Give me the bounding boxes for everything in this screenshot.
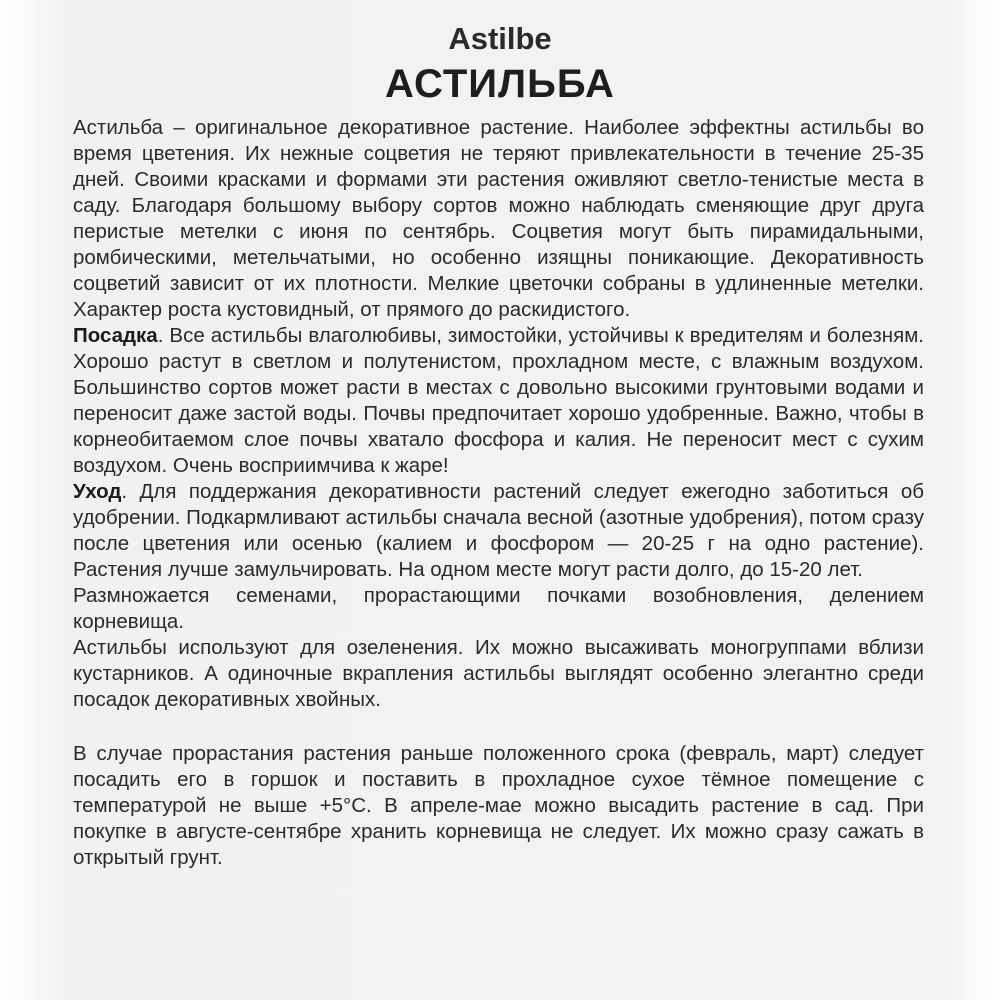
care-paragraph <box>73 479 924 583</box>
planting-text: . Все астильбы влаголюбивы, зимостойки, устойчивы к вредителям и болезням. Хорошо растут в светлом и полутенистом, прохладном месте, с влажным воздухом. Большинство сортов может расти в местах с довольно высокими грунтовыми водами и переносит даже застой воды. Почвы предпочитает хорошо удобренные. Важно, чтобы в корнеобитаемом слое почвы хватало фосфора и калия. Не переносит мест с сухим воздухом. Очень восприимчива к жаре! <box>73 324 924 477</box>
title-cyrillic: АСТИЛЬБА <box>385 62 615 106</box>
planting-heading: Посадка <box>73 324 158 347</box>
title-latin: Astilbe <box>448 21 552 56</box>
left-paper-edge <box>0 0 58 1000</box>
storage-note-paragraph: В случае прорастания растения раньше положенного срока (февраль, март) следует посадить его в горшок и поставить в прохладное сухое тёмное помещение с температурой не выше +5°С. В апреле-мае можно высадить растение в сад. При покупке в августе-сентябре хранить корневища не следует. Их можно сразу сажать в открытый грунт. <box>73 742 924 869</box>
propagation-paragraph: Размножается семенами, прорастающими почками возобновления, делением корневища. <box>73 584 924 633</box>
planting-paragraph <box>73 323 924 479</box>
right-paper-edge <box>945 0 1000 1000</box>
usage-paragraph: Астильбы используют для озеленения. Их можно высаживать моногруппами вблизи кустарников. А одиночные вкрапления астильбы выглядят особенно элегантно среди посадок декоративных хвойных. <box>73 636 924 711</box>
care-text: . Для поддержания декоративности растений следует ежегодно заботиться об удобрении. Подкармливают астильбы сначала весной (азотные удобрения), потом сразу после цветения или осенью (калием и фосфором — 20-25 г на одно растение). Растения лучше замульчировать. На одном месте могут расти долго, до 15-20 лет. <box>73 480 924 581</box>
care-heading: Уход <box>73 480 122 503</box>
description-body <box>73 115 924 871</box>
intro-paragraph: Астильба – оригинальное декоративное растение. Наиболее эффектны астильбы во время цветения. Их нежные соцветия не теряют привлекательности в течение 25-35 дней. Своими красками и формами эти растения оживляют светло-тенистые места в саду. Благодаря большому выбору сортов можно наблюдать сменяющие друг друга перистые метелки с июня по сентябрь. Соцветия могут быть пирамидальными, ромбическими, метельчатыми, но особенно изящны поникающие. Декоративность соцветий зависит от их плотности. Мелкие цветочки собраны в удлиненные метелки. Характер роста кустовидный, от прямого до раскидистого. <box>73 116 924 321</box>
